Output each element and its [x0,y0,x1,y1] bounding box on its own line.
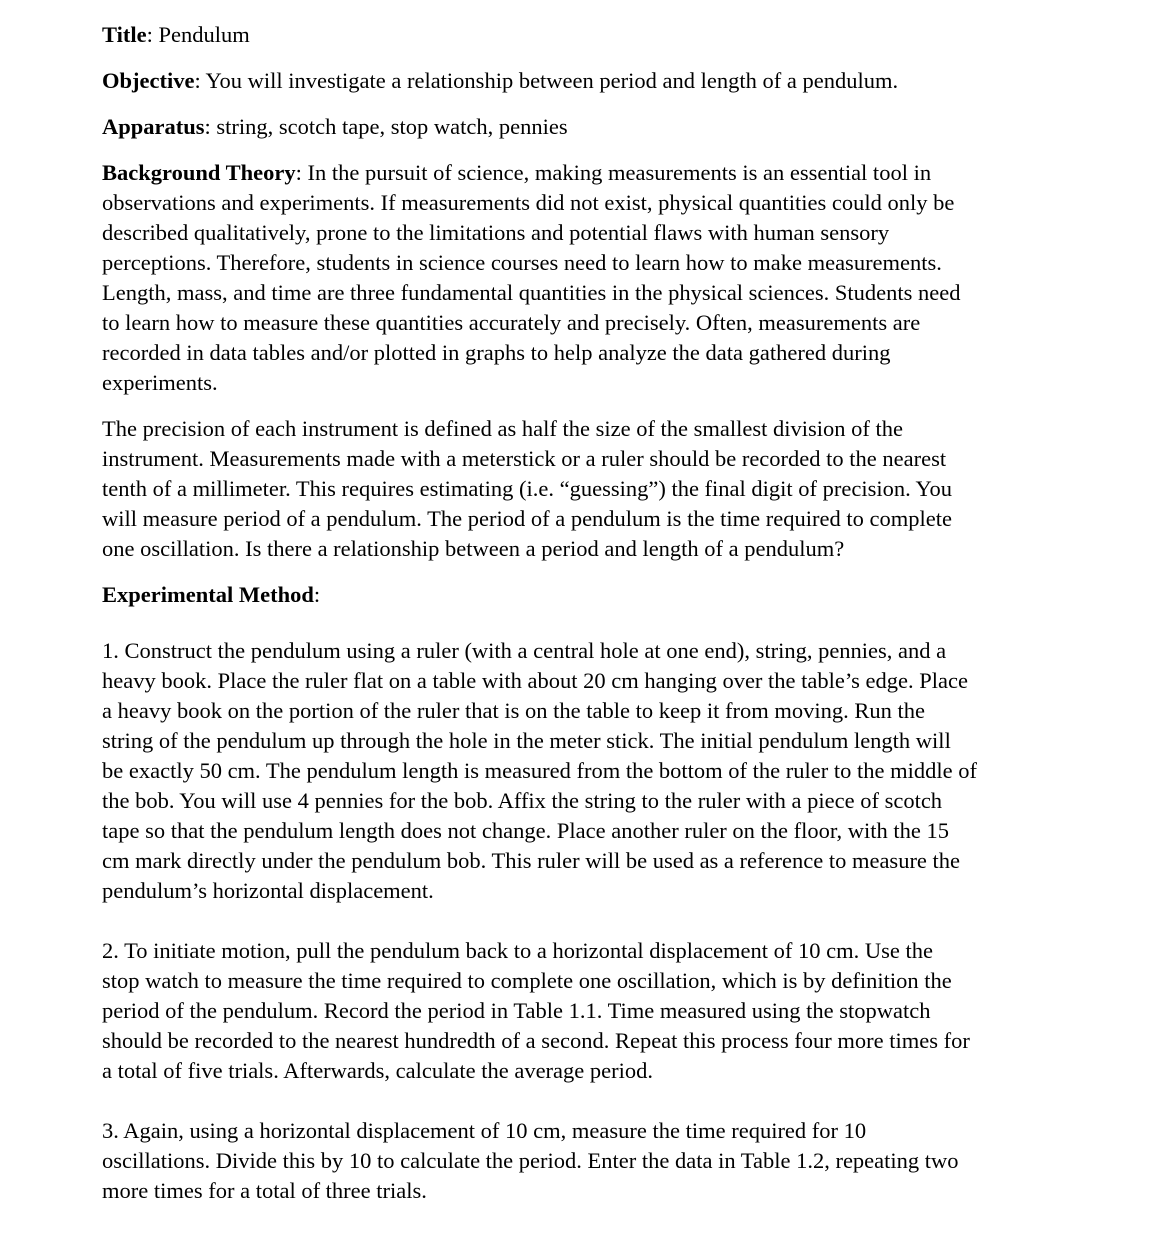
text-line: tenth of a millimeter. This requires estimating (i.e. “guessing”) the final digit of precision. You [102,476,953,501]
objective-line [102,66,1042,96]
text-line: described qualitatively, prone to the limitations and potential flaws with human sensory [102,220,890,245]
apparatus-label: Apparatus [102,114,205,139]
document-page [102,20,1042,1206]
method-step-3 [102,1116,1042,1206]
text-line: oscillations. Divide this by 10 to calculate the period. Enter the data in Table 1.2, repeating two [102,1148,959,1173]
title-value: : Pendulum [146,22,250,47]
objective-value: : You will investigate a relationship between period and length of a pendulum. [194,68,899,93]
text-line: pendulum’s horizontal displacement. [102,878,434,903]
experimental-method-suffix: : [313,582,321,607]
apparatus-line [102,112,1042,142]
text-line: cm mark directly under the pendulum bob. This ruler will be used as a reference to measure the [102,848,961,873]
text-line: to learn how to measure these quantities accurately and precisely. Often, measurements are [102,310,921,335]
text-line: be exactly 50 cm. The pendulum length is measured from the bottom of the ruler to the middle of [102,758,977,783]
text-line: period of the pendulum. Record the period in Table 1.1. Time measured using the stopwatch [102,998,931,1023]
background-first-line: : In the pursuit of science, making measurements is an essential tool in [295,160,932,185]
background-theory-paragraph [102,158,1042,398]
text-line: The precision of each instrument is defined as half the size of the smallest division of the [102,416,904,441]
experimental-method-label: Experimental Method [102,582,314,607]
text-line: a heavy book on the portion of the ruler that is on the table to keep it from moving. Run the [102,698,925,723]
background-theory-label: Background Theory [102,160,296,185]
text-line: observations and experiments. If measurements did not exist, physical quantities could only be [102,190,955,215]
text-line: experiments. [102,370,218,395]
precision-paragraph [102,414,1042,564]
text-line: the bob. You will use 4 pennies for the bob. Affix the string to the ruler with a piece of scotch [102,788,943,813]
objective-label: Objective [102,68,195,93]
title-line [102,20,1042,50]
text-line: one oscillation. Is there a relationship between a period and length of a pendulum? [102,536,845,561]
text-line: string of the pendulum up through the hole in the meter stick. The initial pendulum length will [102,728,951,753]
text-line: perceptions. Therefore, students in science courses need to learn how to make measurements. [102,250,942,275]
text-line: 3. Again, using a horizontal displacement of 10 cm, measure the time required for 10 [102,1118,867,1143]
title-label: Title [102,22,147,47]
text-line: should be recorded to the nearest hundredth of a second. Repeat this process four more times for [102,1028,970,1053]
text-line: tape so that the pendulum length does not change. Place another ruler on the floor, with the 15 [102,818,949,843]
text-line: recorded in data tables and/or plotted in graphs to help analyze the data gathered during [102,340,891,365]
method-step-1 [102,636,1042,906]
text-line: 2. To initiate motion, pull the pendulum back to a horizontal displacement of 10 cm. Use the [102,938,933,963]
text-line: will measure period of a pendulum. The period of a pendulum is the time required to complete [102,506,952,531]
text-line: 1. Construct the pendulum using a ruler (with a central hole at one end), string, pennies, and a [102,638,947,663]
apparatus-value: : string, scotch tape, stop watch, pennies [204,114,568,139]
text-line: more times for a total of three trials. [102,1178,427,1203]
text-line: stop watch to measure the time required to complete one oscillation, which is by definition the [102,968,952,993]
text-line: instrument. Measurements made with a meterstick or a ruler should be recorded to the nearest [102,446,947,471]
text-line: Length, mass, and time are three fundamental quantities in the physical sciences. Students need [102,280,961,305]
text-line: a total of five trials. Afterwards, calculate the average period. [102,1058,653,1083]
text-line [102,158,1042,188]
text-line: heavy book. Place the ruler flat on a table with about 20 cm hanging over the table’s edge. Place [102,668,968,693]
experimental-method-heading [102,580,1042,610]
method-step-2 [102,936,1042,1086]
